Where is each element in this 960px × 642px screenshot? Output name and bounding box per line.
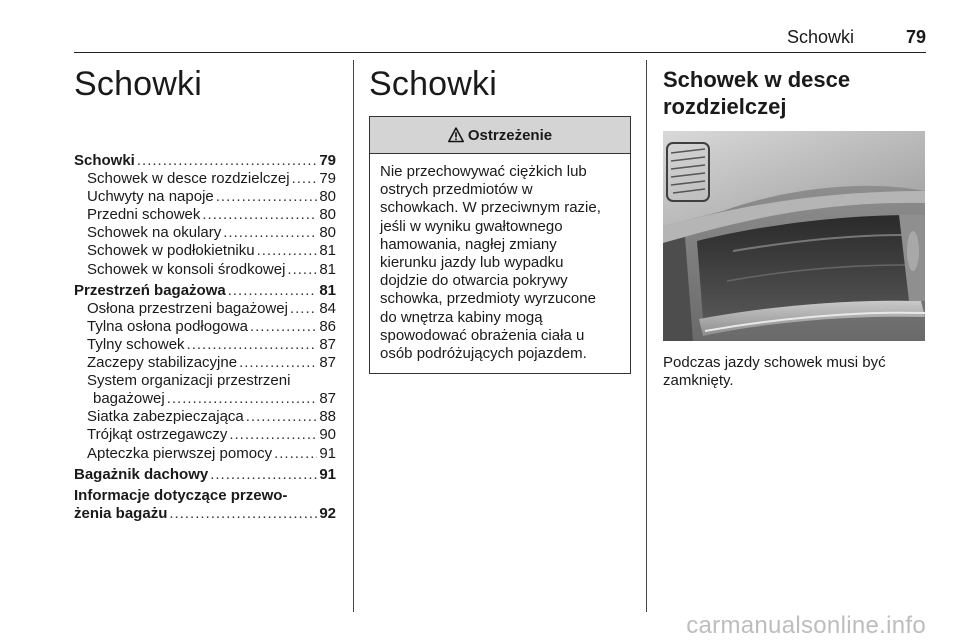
- toc-column: [74, 52, 336, 523]
- warning-triangle-icon: [448, 127, 464, 143]
- toc-label: Trójkąt ostrzegawczy: [87, 426, 228, 444]
- toc-page: 79: [319, 170, 336, 188]
- toc-entry[interactable]: [74, 206, 336, 224]
- header-page-number: 79: [905, 27, 926, 47]
- glovebox-column: [663, 52, 925, 390]
- warning-line: ostrych przedmiotów w: [380, 181, 533, 199]
- subsection-title-line: rozdzielczej: [663, 94, 787, 119]
- toc-page: 90: [319, 426, 336, 444]
- toc-page: 81: [319, 260, 336, 278]
- toc-page: 91: [319, 444, 336, 462]
- toc-label: Apteczka pierwszej pomocy: [87, 444, 273, 462]
- warning-line: schowka, przedmioty wyrzucone: [380, 290, 596, 308]
- warning-column: [369, 52, 631, 374]
- toc-label: Uchwyty na napoje: [87, 188, 214, 206]
- toc-entry[interactable]: [74, 354, 336, 372]
- warning-text: [370, 154, 630, 373]
- chapter-title: Schowki: [74, 65, 203, 103]
- toc-label: Schowek w konsoli środkowej: [87, 260, 286, 278]
- toc-page: 87: [319, 354, 336, 372]
- column-divider: [646, 60, 647, 612]
- toc-page: 91: [319, 465, 336, 483]
- table-of-contents: [74, 152, 336, 523]
- warning-line: do wnętrza kabiny mogą: [380, 308, 543, 326]
- caption-line: Podczas jazdy schowek musi być: [663, 354, 886, 371]
- toc-page: 86: [319, 317, 336, 335]
- toc-label: Tylna osłona podłogowa: [87, 317, 248, 335]
- toc-entry[interactable]: [74, 426, 336, 444]
- toc-label: Tylny schowek: [87, 335, 185, 353]
- toc-page: 79: [319, 152, 336, 169]
- toc-label: Schowek na okulary: [87, 224, 222, 242]
- toc-entry[interactable]: [74, 152, 336, 170]
- toc-page: 81: [319, 281, 336, 299]
- toc-label: Zaczepy stabilizacyjne: [87, 354, 238, 372]
- toc-label: Przedni schowek: [87, 206, 201, 224]
- toc-label: Siatka zabezpieczająca: [87, 408, 244, 426]
- toc-entry-wrap[interactable]: Informacje dotyczące przewo-: [74, 486, 288, 504]
- toc-page: 80: [319, 206, 336, 224]
- toc-page: 80: [319, 224, 336, 242]
- toc-entry[interactable]: [74, 261, 336, 279]
- warning-line: spowodować obrażenia ciała u: [380, 326, 585, 344]
- toc-label: żenia bagażu: [74, 504, 168, 522]
- toc-entry[interactable]: [74, 505, 336, 523]
- toc-label: Schowek w desce rozdzielczej: [87, 170, 290, 188]
- warning-line: kierunku jazdy lub wypadku: [380, 254, 564, 272]
- warning-line: osób podróżujących pojazdem.: [380, 345, 587, 363]
- toc-entry[interactable]: [74, 390, 336, 408]
- warning-line: Nie przechowywać ciężkich lub: [380, 163, 587, 180]
- toc-page: 87: [319, 335, 336, 353]
- toc-page: 80: [319, 188, 336, 206]
- toc-label: Przestrzeń bagażowa: [74, 281, 226, 299]
- toc-label: Schowek w podłokietniku: [87, 242, 255, 260]
- toc-entry[interactable]: [74, 445, 336, 463]
- toc-entry[interactable]: [74, 300, 336, 318]
- warning-line: hamowania, nagłej zmiany: [380, 235, 557, 253]
- toc-entry[interactable]: [74, 188, 336, 206]
- toc-entry[interactable]: [74, 336, 336, 354]
- toc-label: Osłona przestrzeni bagażowej: [87, 299, 288, 317]
- page-header: [74, 26, 926, 53]
- toc-entry[interactable]: [74, 242, 336, 260]
- subsection-title-line: Schowek w desce: [663, 67, 851, 92]
- toc-entry[interactable]: [74, 170, 336, 188]
- toc-page: 88: [319, 408, 336, 426]
- warning-line: schowkach. W przeciwnym razie,: [380, 199, 601, 217]
- section-title: Schowki: [369, 65, 498, 103]
- photo-caption: [663, 354, 925, 390]
- toc-entry[interactable]: [74, 408, 336, 426]
- warning-box: [369, 116, 631, 374]
- caption-line: zamknięty.: [663, 372, 734, 390]
- toc-label: Schowki: [74, 152, 135, 169]
- column-divider: [353, 60, 354, 612]
- toc-entry[interactable]: [74, 466, 336, 484]
- toc-entry-wrap[interactable]: System organizacji przestrzeni: [87, 372, 291, 390]
- toc-entry[interactable]: [74, 224, 336, 242]
- toc-page: 87: [319, 390, 336, 408]
- toc-label: bagażowej: [93, 390, 165, 408]
- watermark: carmanualsonline.info: [686, 612, 926, 639]
- header-section-title: Schowki: [786, 27, 854, 47]
- glovebox-photo: [663, 131, 925, 341]
- toc-page: 92: [319, 504, 336, 522]
- toc-page: 84: [319, 299, 336, 317]
- subsection-title: [663, 66, 925, 120]
- toc-label: Bagażnik dachowy: [74, 465, 209, 483]
- toc-page: 81: [319, 242, 336, 260]
- warning-line: jeśli w wyniku gwałtownego: [380, 217, 563, 235]
- toc-entry[interactable]: [74, 318, 336, 336]
- warning-header: [370, 117, 630, 154]
- warning-line: dojdzie do otwarcia pokrywy: [380, 272, 568, 290]
- toc-entry[interactable]: [74, 282, 336, 300]
- warning-heading: Ostrzeżenie: [467, 126, 553, 144]
